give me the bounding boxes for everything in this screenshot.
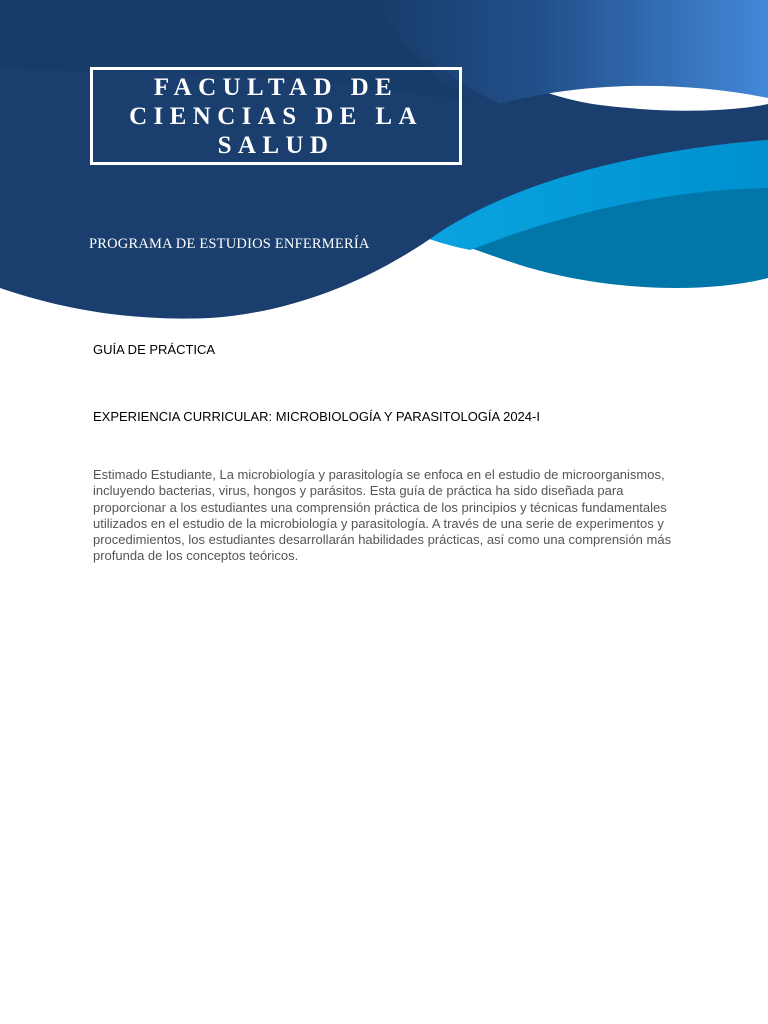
course-heading: EXPERIENCIA CURRICULAR: MICROBIOLOGÍA Y PARASITOLOGÍA 2024-I [93,409,540,424]
program-name: PROGRAMA DE ESTUDIOS ENFERMERÍA [89,236,370,252]
intro-paragraph: Estimado Estudiante, La microbiología y parasitología se enfoca en el estudio de microorganismos, incluyendo bacterias, virus, hongos y parásitos. Esta guía de práctica ha sido diseñada para proporcionar a los estudiantes una comprensión práctica de los principios y técnicas fundamentales utilizados en el estudio de la microbiología y parasitología. A través de una serie de experimentos y procedimientos, los estudiantes desarrollarán habilidades prácticas, así como una comprensión más profunda de los conceptos teóricos. [93,467,672,564]
header-wave-graphic [0,0,768,330]
faculty-title-box [90,67,462,165]
guide-heading: GUÍA DE PRÁCTICA [93,342,216,357]
faculty-title: FACULTAD DE CIENCIAS DE LA SALUD [129,73,423,159]
